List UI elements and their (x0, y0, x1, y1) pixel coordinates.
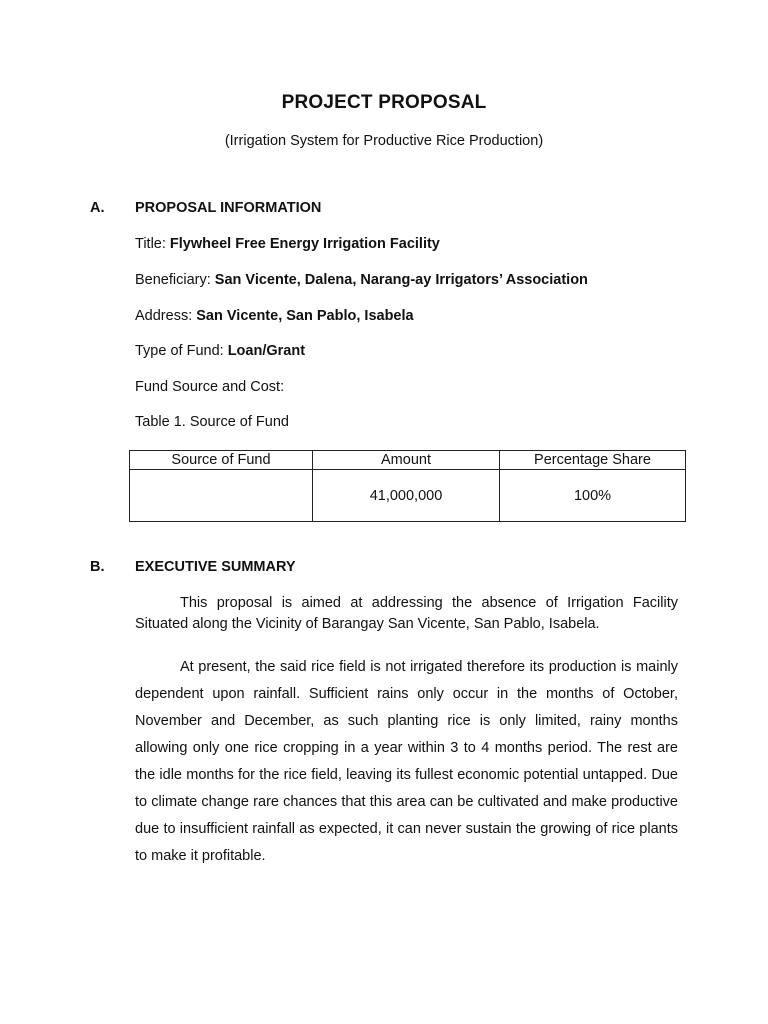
section-a-heading: PROPOSAL INFORMATION (135, 200, 322, 216)
executive-summary-paragraph-2: At present, the said rice field is not irrigated therefore its production is mainly dependent upon rainfall. Sufficient rains only occur in the months of October, November and December, as such planting rice is only limited, rainy months allowing only one rice cropping in a year within 3 to 4 months period. The rest are the idle months for the rice field, leaving its fullest economic potential untapped. Due to climate change rare chances that this area can be cultivated and make productive due to insufficient rainfall as expected, it can never sustain the growing of rice plants to make it profitable. (135, 659, 678, 864)
address-value: San Vicente, San Pablo, Isabela (196, 308, 414, 324)
header-source-of-fund: Source of Fund (130, 451, 313, 470)
table-caption: Table 1. Source of Fund (135, 414, 289, 430)
title-value: Flywheel Free Energy Irrigation Facility (169, 236, 440, 252)
table-header-row (130, 451, 686, 470)
cell-percentage-share: 100% (500, 470, 686, 522)
header-percentage-share: Percentage Share (500, 451, 686, 470)
fund-source-cost-label: Fund Source and Cost: (135, 379, 285, 395)
title-label: Title: (135, 236, 166, 252)
beneficiary-value: San Vicente, Dalena, Narang-ay Irrigators’ Association (214, 272, 588, 288)
source-of-fund-table (129, 450, 686, 522)
title-field (135, 236, 440, 252)
document-title: PROJECT PROPOSAL (281, 92, 487, 113)
executive-summary-paragraph-1: This proposal is aimed at addressing the absence of Irrigation Facility Situated along the Vicinity of Barangay San Vicente, San Pablo, Isabela. (135, 595, 678, 632)
cell-source-of-fund (130, 470, 313, 522)
section-a-letter: A. (90, 200, 105, 216)
section-b-heading: EXECUTIVE SUMMARY (135, 559, 296, 575)
beneficiary-label: Beneficiary: (135, 272, 211, 288)
header-amount: Amount (313, 451, 500, 470)
document-subtitle: (Irrigation System for Productive Rice Production) (224, 133, 544, 149)
cell-amount: 41,000,000 (313, 470, 500, 522)
address-label: Address: (135, 308, 193, 324)
beneficiary-field (135, 272, 588, 288)
fund-type-value: Loan/Grant (227, 343, 306, 359)
fund-type-field (135, 343, 305, 359)
table-row (130, 470, 686, 522)
section-b-letter: B. (90, 559, 105, 575)
address-field (135, 308, 414, 324)
fund-type-label: Type of Fund: (135, 343, 224, 359)
